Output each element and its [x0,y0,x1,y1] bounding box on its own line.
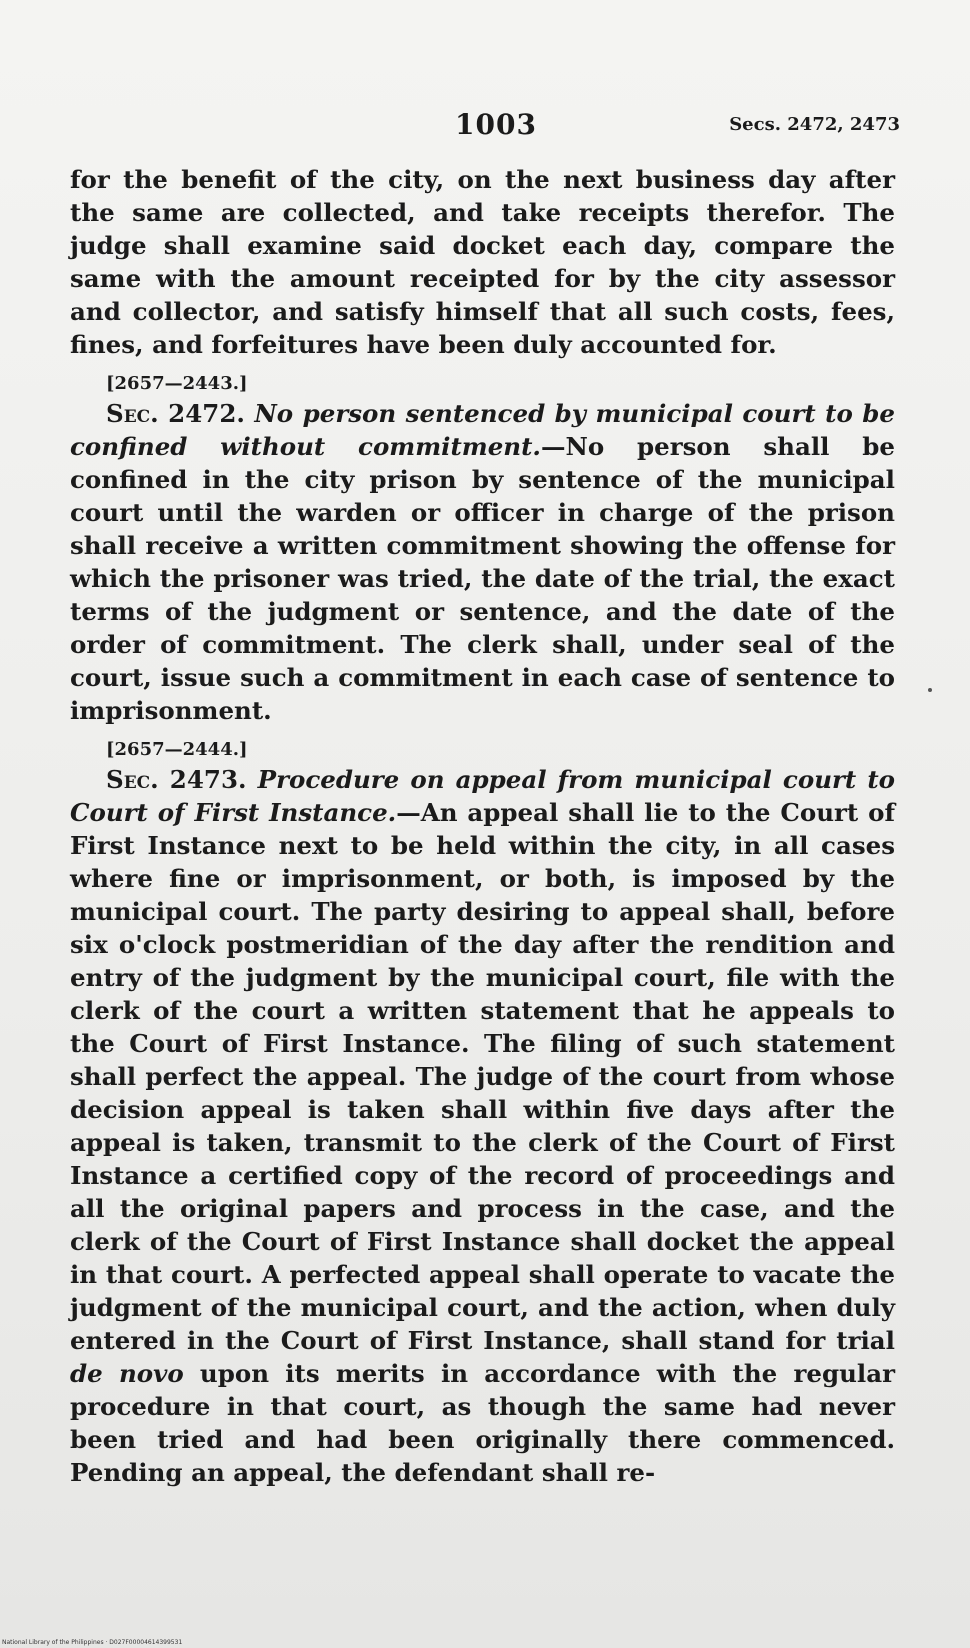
section-label: Sec. 2472. [106,399,245,428]
section-reference: Secs. 2472, 2473 [729,114,900,135]
section-text: —No person shall be confined in the city prison by sentence of the municipal court until the warden or officer in charge of the prison shall receive a written commitment showing the offense for which the prisoner was tried, the date of the trial, the exact terms of the judgment or sentence, and the date of the order of commitment. The clerk shall, under seal of the court, issue such a commitment in each case of sentence to imprisonment. [70,432,895,725]
scan-speck [928,688,932,692]
section-text: —An appeal shall lie to the Court of First Instance next to be held within the city, in all cases where fine or imprisonment, or both, is imposed by the municipal court. The party desiring to appeal shall, before six o'clock postmeridian of the day after the rendition and entry of the judgment by the municipal court, file with the clerk of the court a written statement that he appeals to the Court of First Instance. The filing of such statement shall perfect the appeal. The judge of the court from whose decision appeal is taken shall within five days after the appeal is taken, transmit to the clerk of the Court of First Instance a certified copy of the record of proceedings and all the original papers and process in the case, and the clerk of the Court of First Instance shall docket the appeal in that court. A perfected appeal shall operate to vacate the judgment of the municipal court, and the action, when duly entered in the Court of First Instance, shall stand for trial [70,798,895,1355]
page-number: 1003 [455,108,537,141]
continuation-paragraph: for the benefit of the city, on the next business day after the same are collected, and take receipts therefor. The judge shall examine said docket each day, compare the same with the amount receipted for by the city assessor and collector, and satisfy himself that all such costs, fees, fines, and forfeitures have been duly accounted for. [70,165,895,359]
latin-phrase: de novo [70,1359,184,1388]
citation-2473: [2657—2444.] [106,739,248,760]
page-header [70,108,900,148]
section-label: Sec. 2473. [106,765,247,794]
body-text [70,163,895,1489]
citation-2472: [2657—2443.] [106,373,248,394]
section-2472 [70,397,895,727]
section-text-continued: upon its merits in accordance with the regular procedure in that court, as though the same had never been tried and had been originally there commenced. Pending an appeal, the defendant shall re- [70,1359,896,1487]
section-title: Procedure on appeal from municipal court to Court of First Instance. [70,765,895,827]
section-2473 [70,763,895,1489]
scan-footer-note: National Library of the Philippines · D027F00004614399531 [2,1639,183,1646]
section-title: No person sentenced by municipal court to be confined without commitment. [70,399,895,461]
